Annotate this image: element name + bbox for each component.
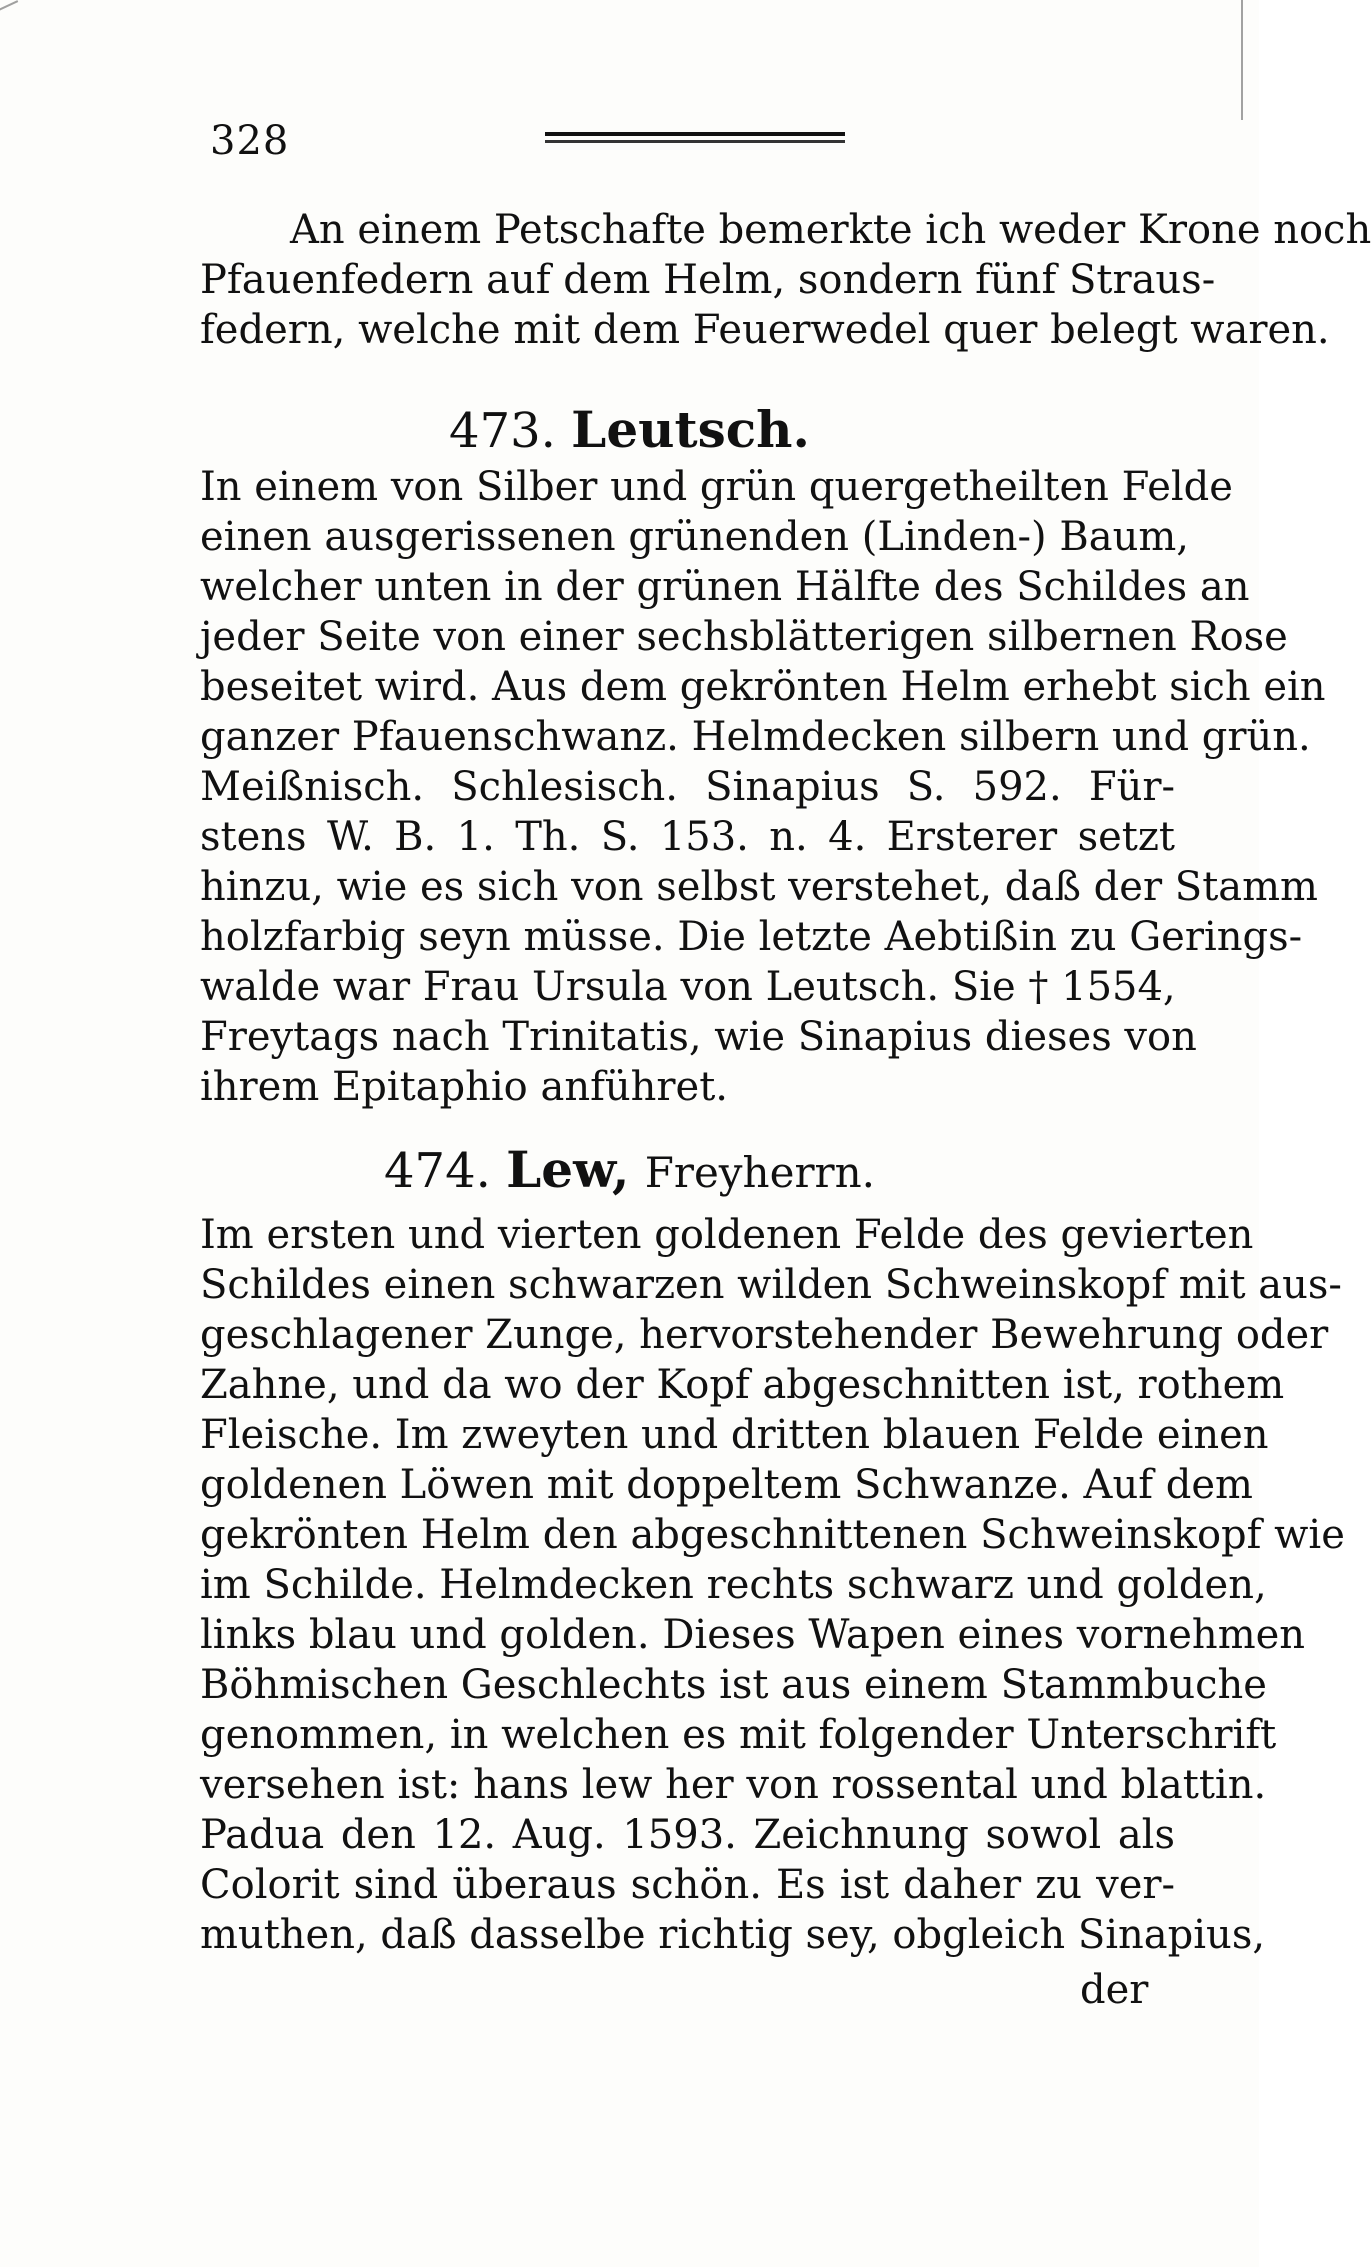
body-line: ganzer Pfauenschwanz. Helmdecken silbern und grün. — [200, 714, 1311, 760]
body-line: ihrem Epitaphio anführet. — [200, 1064, 728, 1110]
body-line: goldenen Löwen mit doppeltem Schwanze. Auf dem — [200, 1462, 1253, 1508]
body-line: links blau und golden. Dieses Wapen eines vornehmen — [200, 1612, 1306, 1658]
intro-paragraph — [200, 205, 1371, 355]
body-line: holzfarbig seyn müsse. Die letzte Aebtißin zu Gerings- — [200, 914, 1303, 960]
body-line: Padua den 12. Aug. 1593. Zeichnung sowol als — [200, 1812, 1175, 1858]
body-line: Fleische. Im zweyten und dritten blauen Felde einen — [200, 1412, 1269, 1458]
body-line: gekrönten Helm den abgeschnittenen Schweinskopf wie — [200, 1512, 1345, 1558]
body-line: einen ausgerissenen grünenden (Linden-) Baum, — [200, 514, 1190, 560]
section-title: Leutsch. — [571, 400, 810, 459]
body-line: versehen ist: hans lew her von rossental und blattin. — [200, 1762, 1267, 1808]
intro-line: An einem Petschafte bemerkte ich weder Krone noch — [290, 207, 1371, 253]
scan-edge-shadow — [1241, 0, 1253, 120]
section-title: Lew, — [506, 1140, 630, 1199]
body-line: walde war Frau Ursula von Leutsch. Sie † 1554, — [200, 964, 1176, 1010]
scan-edge-mark — [0, 0, 28, 34]
body-line: genommen, in welchen es mit folgender Unterschrift — [200, 1712, 1277, 1758]
section-number: 473. — [449, 403, 556, 459]
section-474-body — [200, 1210, 1345, 1960]
section-heading-474 — [0, 1140, 1259, 1203]
body-line: stens W. B. 1. Th. S. 153. n. 4. Ersterer setzt — [200, 814, 1175, 860]
page-header — [210, 118, 1110, 168]
body-line: geschlagener Zunge, hervorstehender Bewehrung oder — [200, 1312, 1329, 1358]
body-line: muthen, daß dasselbe richtig sey, obgleich Sinapius, — [200, 1912, 1266, 1958]
body-line: hinzu, wie es sich von selbst verstehet, daß der Stamm — [200, 864, 1318, 910]
body-line: In einem von Silber und grün quergetheilten Felde — [200, 464, 1233, 510]
body-line: Böhmischen Geschlechts ist aus einem Stammbuche — [200, 1662, 1267, 1708]
body-line: Freytags nach Trinitatis, wie Sinapius dieses von — [200, 1014, 1197, 1060]
intro-line: federn, welche mit dem Feuerwedel quer belegt waren. — [200, 307, 1330, 353]
body-line: im Schilde. Helmdecken rechts schwarz und golden, — [200, 1562, 1267, 1608]
section-heading-473 — [0, 400, 1259, 461]
section-473-body — [200, 462, 1326, 1112]
page-number: 328 — [210, 118, 290, 164]
body-line: beseitet wird. Aus dem gekrönten Helm erhebt sich ein — [200, 664, 1326, 710]
body-line: Schildes einen schwarzen wilden Schweinskopf mit aus- — [200, 1262, 1342, 1308]
body-line: Zahne, und da wo der Kopf abgeschnitten ist, rothem — [200, 1362, 1285, 1408]
body-line: Meißnisch. Schlesisch. Sinapius S. 592. Für- — [200, 764, 1175, 810]
body-line: welcher unten in der grünen Hälfte des Schildes an — [200, 564, 1250, 610]
intro-line: Pfauenfedern auf dem Helm, sondern fünf Straus- — [200, 257, 1216, 303]
body-line: jeder Seite von einer sechsblätterigen silbernen Rose — [200, 614, 1288, 660]
body-line: Colorit sind überaus schön. Es ist daher zu ver- — [200, 1862, 1175, 1908]
catchword: der — [1080, 1967, 1149, 2013]
body-line: Im ersten und vierten goldenen Felde des gevierten — [200, 1212, 1254, 1258]
section-subtitle: Freyherrn. — [644, 1148, 875, 1197]
section-number: 474. — [383, 1143, 491, 1199]
header-ornament-rule — [545, 132, 845, 146]
